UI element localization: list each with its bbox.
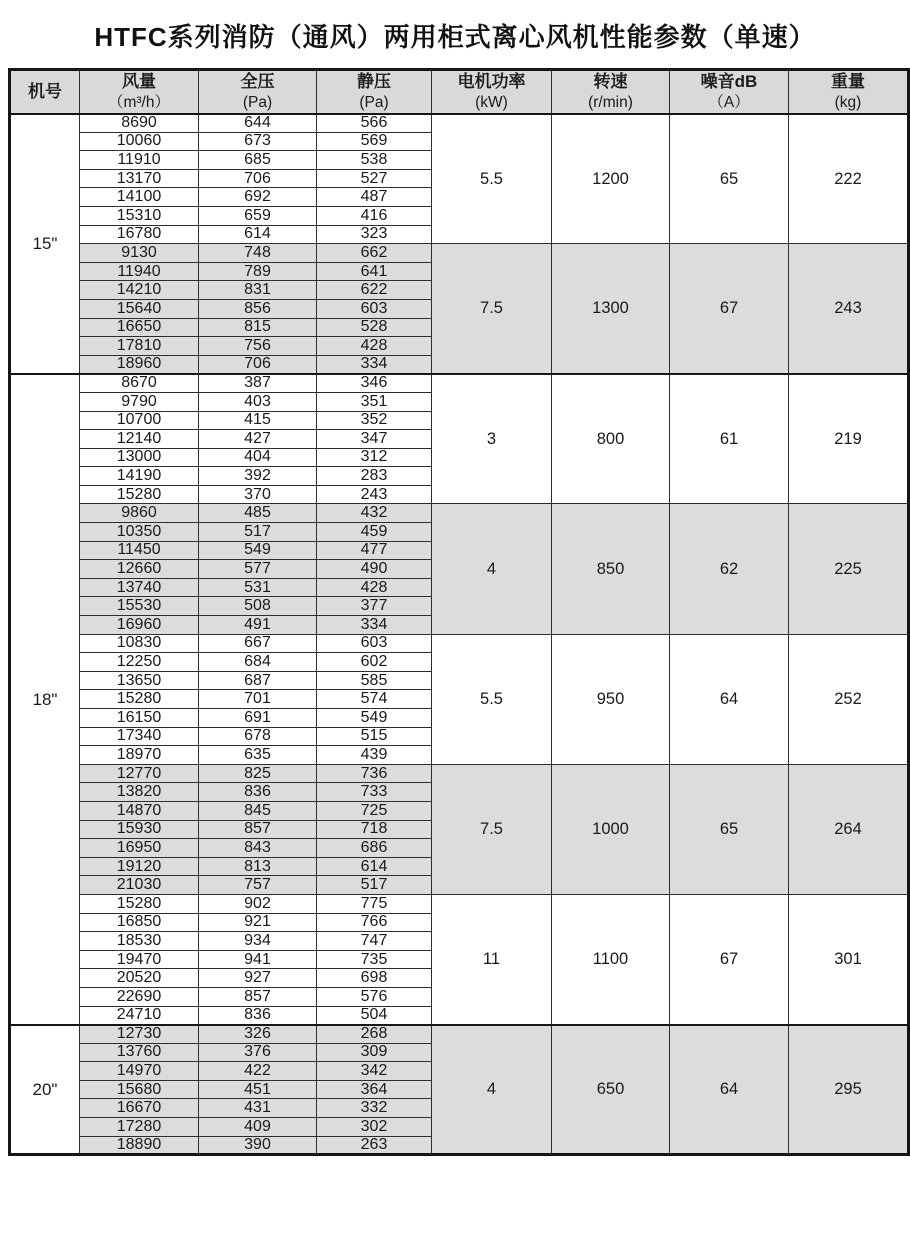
airflow-cell: 12730 [80, 1025, 199, 1044]
airflow-cell: 15310 [80, 206, 199, 225]
airflow-cell: 12250 [80, 653, 199, 672]
column-header-power [432, 70, 552, 114]
airflow-cell: 10700 [80, 411, 199, 430]
static-pressure-cell: 602 [317, 653, 432, 672]
total-pressure-cell: 843 [199, 839, 317, 858]
speed-cell: 850 [552, 504, 670, 634]
column-label: 机号 [28, 82, 62, 102]
total-pressure-cell: 845 [199, 801, 317, 820]
model-cell: 15" [10, 114, 80, 374]
speed-cell: 650 [552, 1025, 670, 1155]
airflow-cell: 16650 [80, 318, 199, 337]
static-pressure-cell: 312 [317, 448, 432, 467]
table-row [10, 504, 909, 523]
airflow-cell: 15280 [80, 690, 199, 709]
airflow-cell: 13760 [80, 1043, 199, 1062]
static-pressure-cell: 686 [317, 839, 432, 858]
weight-cell: 243 [789, 244, 909, 374]
airflow-cell: 18530 [80, 932, 199, 951]
model-cell: 20" [10, 1025, 80, 1155]
airflow-cell: 15530 [80, 597, 199, 616]
static-pressure-cell: 490 [317, 560, 432, 579]
speed-cell: 800 [552, 374, 670, 504]
airflow-cell: 12660 [80, 560, 199, 579]
power-cell: 7.5 [432, 764, 552, 894]
power-cell: 5.5 [432, 114, 552, 244]
total-pressure-cell: 326 [199, 1025, 317, 1044]
airflow-cell: 14100 [80, 188, 199, 207]
airflow-cell: 14970 [80, 1062, 199, 1081]
table-row [10, 114, 909, 133]
weight-cell: 219 [789, 374, 909, 504]
total-pressure-cell: 614 [199, 225, 317, 244]
total-pressure-cell: 692 [199, 188, 317, 207]
noise-cell: 67 [670, 244, 789, 374]
total-pressure-cell: 415 [199, 411, 317, 430]
table-row [10, 374, 909, 393]
airflow-cell: 10830 [80, 634, 199, 653]
speed-cell: 1100 [552, 894, 670, 1024]
power-cell: 3 [432, 374, 552, 504]
column-label: 风量 [122, 72, 156, 92]
airflow-cell: 19470 [80, 950, 199, 969]
total-pressure-cell: 403 [199, 392, 317, 411]
total-pressure-cell: 857 [199, 820, 317, 839]
airflow-cell: 11450 [80, 541, 199, 560]
total-pressure-cell: 789 [199, 262, 317, 281]
total-pressure-cell: 517 [199, 523, 317, 542]
static-pressure-cell: 603 [317, 634, 432, 653]
airflow-cell: 12140 [80, 430, 199, 449]
airflow-cell: 16780 [80, 225, 199, 244]
total-pressure-cell: 921 [199, 913, 317, 932]
noise-cell: 65 [670, 114, 789, 244]
column-header-speed [552, 70, 670, 114]
airflow-cell: 13650 [80, 671, 199, 690]
airflow-cell: 11940 [80, 262, 199, 281]
static-pressure-cell: 504 [317, 1006, 432, 1025]
airflow-cell: 15640 [80, 299, 199, 318]
static-pressure-cell: 334 [317, 355, 432, 374]
airflow-cell: 8690 [80, 114, 199, 133]
column-label: 全压 [240, 72, 275, 92]
power-cell: 5.5 [432, 634, 552, 764]
column-label: 转速 [593, 72, 628, 92]
weight-cell: 264 [789, 764, 909, 894]
static-pressure-cell: 428 [317, 337, 432, 356]
column-header-noise [670, 70, 789, 114]
static-pressure-cell: 517 [317, 876, 432, 895]
airflow-cell: 18890 [80, 1136, 199, 1155]
static-pressure-cell: 766 [317, 913, 432, 932]
total-pressure-cell: 678 [199, 727, 317, 746]
total-pressure-cell: 836 [199, 1006, 317, 1025]
static-pressure-cell: 263 [317, 1136, 432, 1155]
static-pressure-cell: 603 [317, 299, 432, 318]
power-cell: 4 [432, 504, 552, 634]
airflow-cell: 15930 [80, 820, 199, 839]
static-pressure-cell: 576 [317, 987, 432, 1006]
total-pressure-cell: 644 [199, 114, 317, 133]
column-unit: （m³/h） [107, 93, 170, 111]
static-pressure-cell: 569 [317, 132, 432, 151]
column-label: 静压 [357, 72, 391, 92]
column-label: 电机功率 [457, 72, 526, 92]
column-unit: (kg) [834, 93, 862, 111]
total-pressure-cell: 549 [199, 541, 317, 560]
weight-cell: 295 [789, 1025, 909, 1155]
table-row [10, 1025, 909, 1044]
total-pressure-cell: 659 [199, 206, 317, 225]
total-pressure-cell: 673 [199, 132, 317, 151]
total-pressure-cell: 376 [199, 1043, 317, 1062]
total-pressure-cell: 836 [199, 783, 317, 802]
column-header-airflow [80, 70, 199, 114]
noise-cell: 64 [670, 1025, 789, 1155]
static-pressure-cell: 268 [317, 1025, 432, 1044]
airflow-cell: 9130 [80, 244, 199, 263]
total-pressure-cell: 577 [199, 560, 317, 579]
speed-cell: 1000 [552, 764, 670, 894]
static-pressure-cell: 346 [317, 374, 432, 393]
airflow-cell: 10350 [80, 523, 199, 542]
static-pressure-cell: 283 [317, 467, 432, 486]
total-pressure-cell: 757 [199, 876, 317, 895]
total-pressure-cell: 815 [199, 318, 317, 337]
total-pressure-cell: 941 [199, 950, 317, 969]
static-pressure-cell: 323 [317, 225, 432, 244]
static-pressure-cell: 243 [317, 485, 432, 504]
static-pressure-cell: 439 [317, 746, 432, 765]
total-pressure-cell: 831 [199, 281, 317, 300]
total-pressure-cell: 422 [199, 1062, 317, 1081]
weight-cell: 252 [789, 634, 909, 764]
total-pressure-cell: 825 [199, 764, 317, 783]
total-pressure-cell: 404 [199, 448, 317, 467]
airflow-cell: 17280 [80, 1118, 199, 1137]
airflow-cell: 17340 [80, 727, 199, 746]
static-pressure-cell: 614 [317, 857, 432, 876]
static-pressure-cell: 347 [317, 430, 432, 449]
airflow-cell: 16670 [80, 1099, 199, 1118]
total-pressure-cell: 508 [199, 597, 317, 616]
airflow-cell: 16150 [80, 709, 199, 728]
airflow-cell: 15280 [80, 485, 199, 504]
noise-cell: 62 [670, 504, 789, 634]
column-header-static-pressure [317, 70, 432, 114]
static-pressure-cell: 725 [317, 801, 432, 820]
airflow-cell: 13740 [80, 578, 199, 597]
static-pressure-cell: 527 [317, 169, 432, 188]
total-pressure-cell: 390 [199, 1136, 317, 1155]
airflow-cell: 12770 [80, 764, 199, 783]
static-pressure-cell: 622 [317, 281, 432, 300]
fan-spec-table [8, 68, 910, 1156]
static-pressure-cell: 309 [317, 1043, 432, 1062]
speed-cell: 1200 [552, 114, 670, 244]
total-pressure-cell: 857 [199, 987, 317, 1006]
column-unit: （A） [708, 93, 750, 111]
airflow-cell: 15280 [80, 894, 199, 913]
total-pressure-cell: 431 [199, 1099, 317, 1118]
static-pressure-cell: 733 [317, 783, 432, 802]
static-pressure-cell: 487 [317, 188, 432, 207]
column-header-model [10, 70, 80, 114]
static-pressure-cell: 332 [317, 1099, 432, 1118]
airflow-cell: 18970 [80, 746, 199, 765]
total-pressure-cell: 370 [199, 485, 317, 504]
total-pressure-cell: 531 [199, 578, 317, 597]
static-pressure-cell: 351 [317, 392, 432, 411]
power-cell: 4 [432, 1025, 552, 1155]
table-body [10, 114, 909, 1155]
airflow-cell: 8670 [80, 374, 199, 393]
table-header [10, 70, 909, 114]
airflow-cell: 17810 [80, 337, 199, 356]
weight-cell: 222 [789, 114, 909, 244]
airflow-cell: 20520 [80, 969, 199, 988]
static-pressure-cell: 775 [317, 894, 432, 913]
airflow-cell: 16950 [80, 839, 199, 858]
header-row [10, 70, 909, 114]
page-title: HTFC系列消防（通风）两用柜式离心风机性能参数（单速） [94, 22, 816, 52]
static-pressure-cell: 342 [317, 1062, 432, 1081]
airflow-cell: 14210 [80, 281, 199, 300]
static-pressure-cell: 459 [317, 523, 432, 542]
total-pressure-cell: 635 [199, 746, 317, 765]
column-unit: (Pa) [242, 93, 273, 111]
airflow-cell: 14190 [80, 467, 199, 486]
static-pressure-cell: 736 [317, 764, 432, 783]
static-pressure-cell: 416 [317, 206, 432, 225]
weight-cell: 301 [789, 894, 909, 1024]
model-cell: 18" [10, 374, 80, 1025]
table-row [10, 634, 909, 653]
static-pressure-cell: 377 [317, 597, 432, 616]
static-pressure-cell: 585 [317, 671, 432, 690]
airflow-cell: 13170 [80, 169, 199, 188]
noise-cell: 65 [670, 764, 789, 894]
static-pressure-cell: 735 [317, 950, 432, 969]
total-pressure-cell: 685 [199, 151, 317, 170]
column-header-weight [789, 70, 909, 114]
total-pressure-cell: 856 [199, 299, 317, 318]
airflow-cell: 19120 [80, 857, 199, 876]
static-pressure-cell: 428 [317, 578, 432, 597]
total-pressure-cell: 691 [199, 709, 317, 728]
total-pressure-cell: 706 [199, 169, 317, 188]
column-label: 噪音dB [700, 72, 758, 92]
airflow-cell: 9860 [80, 504, 199, 523]
total-pressure-cell: 387 [199, 374, 317, 393]
column-unit: (Pa) [359, 93, 389, 111]
table-row [10, 764, 909, 783]
airflow-cell: 14870 [80, 801, 199, 820]
power-cell: 11 [432, 894, 552, 1024]
total-pressure-cell: 934 [199, 932, 317, 951]
total-pressure-cell: 451 [199, 1080, 317, 1099]
total-pressure-cell: 491 [199, 616, 317, 635]
total-pressure-cell: 902 [199, 894, 317, 913]
static-pressure-cell: 566 [317, 114, 432, 133]
total-pressure-cell: 701 [199, 690, 317, 709]
airflow-cell: 13820 [80, 783, 199, 802]
static-pressure-cell: 334 [317, 616, 432, 635]
static-pressure-cell: 477 [317, 541, 432, 560]
noise-cell: 61 [670, 374, 789, 504]
static-pressure-cell: 364 [317, 1080, 432, 1099]
static-pressure-cell: 538 [317, 151, 432, 170]
table-row [10, 894, 909, 913]
airflow-cell: 15680 [80, 1080, 199, 1099]
airflow-cell: 24710 [80, 1006, 199, 1025]
total-pressure-cell: 813 [199, 857, 317, 876]
weight-cell: 225 [789, 504, 909, 634]
static-pressure-cell: 574 [317, 690, 432, 709]
noise-cell: 67 [670, 894, 789, 1024]
column-unit: (r/min) [588, 93, 633, 111]
total-pressure-cell: 756 [199, 337, 317, 356]
column-header-total-pressure [199, 70, 317, 114]
speed-cell: 950 [552, 634, 670, 764]
airflow-cell: 22690 [80, 987, 199, 1006]
static-pressure-cell: 718 [317, 820, 432, 839]
static-pressure-cell: 747 [317, 932, 432, 951]
total-pressure-cell: 409 [199, 1118, 317, 1137]
total-pressure-cell: 485 [199, 504, 317, 523]
total-pressure-cell: 684 [199, 653, 317, 672]
total-pressure-cell: 748 [199, 244, 317, 263]
airflow-cell: 11910 [80, 151, 199, 170]
speed-cell: 1300 [552, 244, 670, 374]
power-cell: 7.5 [432, 244, 552, 374]
total-pressure-cell: 687 [199, 671, 317, 690]
total-pressure-cell: 667 [199, 634, 317, 653]
static-pressure-cell: 352 [317, 411, 432, 430]
total-pressure-cell: 392 [199, 467, 317, 486]
airflow-cell: 9790 [80, 392, 199, 411]
total-pressure-cell: 706 [199, 355, 317, 374]
total-pressure-cell: 427 [199, 430, 317, 449]
noise-cell: 64 [670, 634, 789, 764]
column-unit: (kW) [475, 93, 508, 111]
total-pressure-cell: 927 [199, 969, 317, 988]
airflow-cell: 16960 [80, 616, 199, 635]
static-pressure-cell: 641 [317, 262, 432, 281]
static-pressure-cell: 549 [317, 709, 432, 728]
airflow-cell: 16850 [80, 913, 199, 932]
static-pressure-cell: 432 [317, 504, 432, 523]
static-pressure-cell: 302 [317, 1118, 432, 1137]
column-label: 重量 [831, 72, 865, 92]
static-pressure-cell: 698 [317, 969, 432, 988]
airflow-cell: 10060 [80, 132, 199, 151]
table-row [10, 244, 909, 263]
static-pressure-cell: 515 [317, 727, 432, 746]
static-pressure-cell: 662 [317, 244, 432, 263]
airflow-cell: 13000 [80, 448, 199, 467]
airflow-cell: 21030 [80, 876, 199, 895]
static-pressure-cell: 528 [317, 318, 432, 337]
airflow-cell: 18960 [80, 355, 199, 374]
